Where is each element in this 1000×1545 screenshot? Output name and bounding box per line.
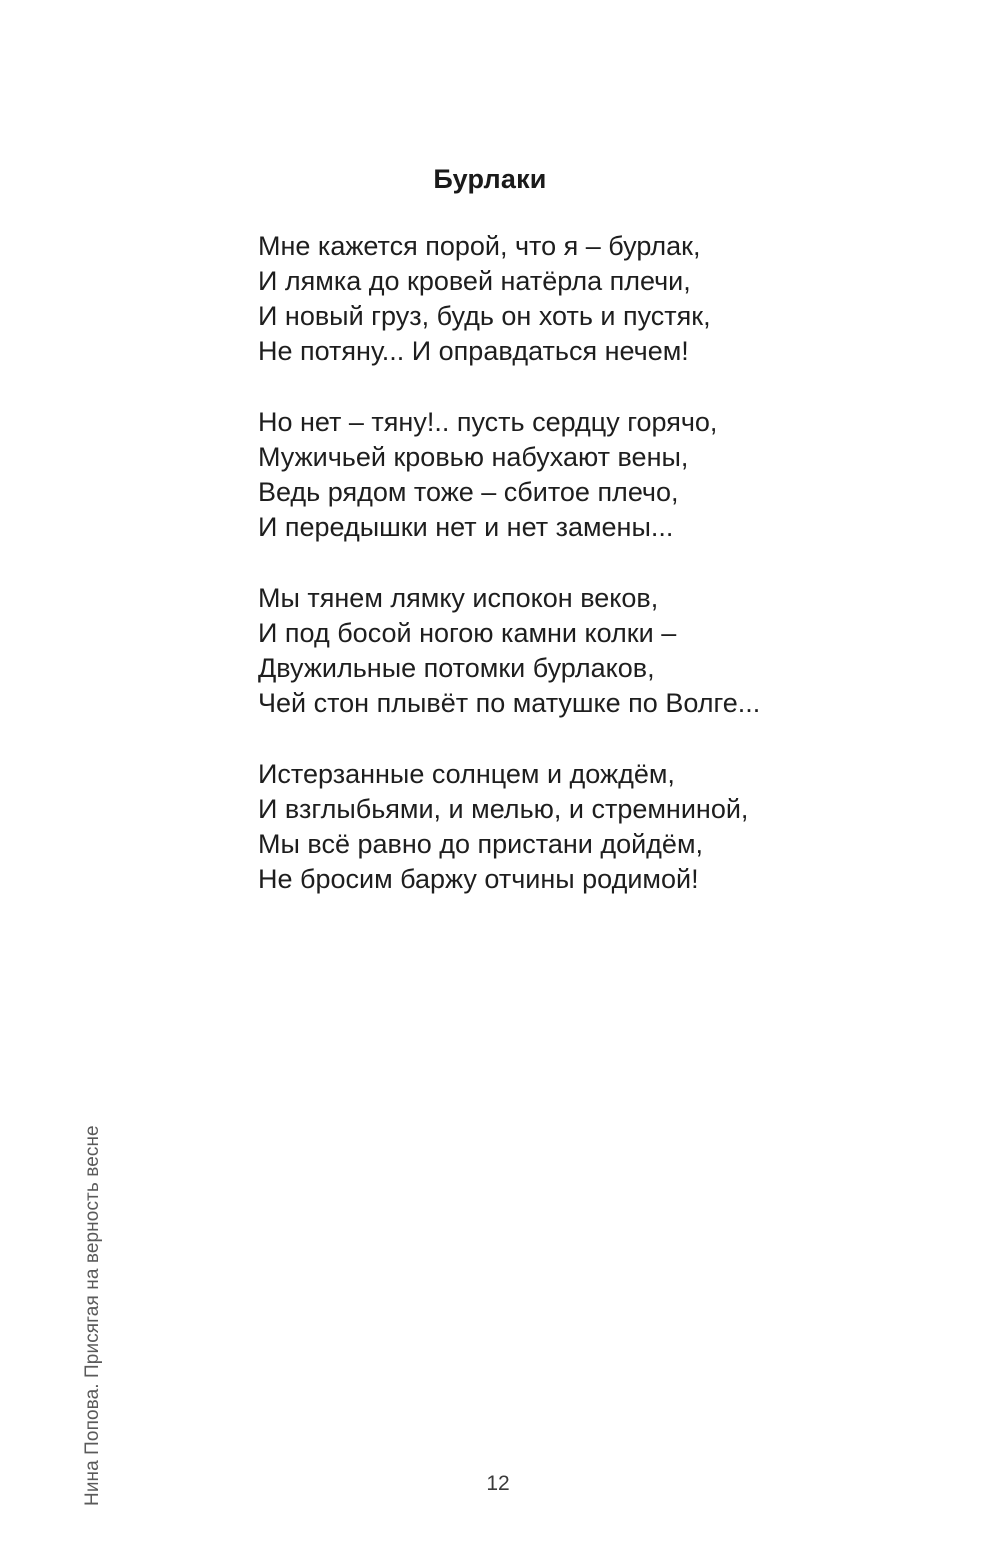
stanza [258, 757, 958, 897]
poem-line: И взглыбьями, и мелью, и стремниной, [258, 794, 749, 824]
poem-title: Бурлаки [433, 164, 547, 194]
running-title-vertical: Нина Попова. Присягая на верность весне [82, 1125, 103, 1506]
poem-line: И новый груз, будь он хоть и пустяк, [258, 301, 711, 331]
poem-line: Но нет – тяну!.. пусть сердцу горячо, [258, 407, 718, 437]
poem-line: И под босой ногою камни колки – [258, 618, 677, 648]
stanza [258, 405, 958, 545]
stanza [258, 581, 958, 721]
poem-line: Мы тянем лямку испокон веков, [258, 583, 659, 613]
poem-line: И передышки нет и нет замены... [258, 512, 674, 542]
page-number: 12 [486, 1472, 510, 1495]
poem-body [258, 229, 958, 933]
poem-line: Мужичьей кровью набухают вены, [258, 442, 689, 472]
poem-line: Двужильные потомки бурлаков, [258, 653, 655, 683]
poem-line: И лямка до кровей натёрла плечи, [258, 266, 691, 296]
poem-line: Не бросим баржу отчины родимой! [258, 864, 699, 894]
poem-line: Чей стон плывёт по матушке по Волге... [258, 688, 761, 718]
poem-line: Мне кажется порой, что я – бурлак, [258, 231, 701, 261]
poem-line: Истерзанные солнцем и дождём, [258, 759, 675, 789]
poem-line: Мы всё равно до пристани дойдём, [258, 829, 704, 859]
stanza [258, 229, 958, 369]
poem-line: Ведь рядом тоже – сбитое плечо, [258, 477, 679, 507]
poem-line: Не потяну... И оправдаться нечем! [258, 336, 689, 366]
